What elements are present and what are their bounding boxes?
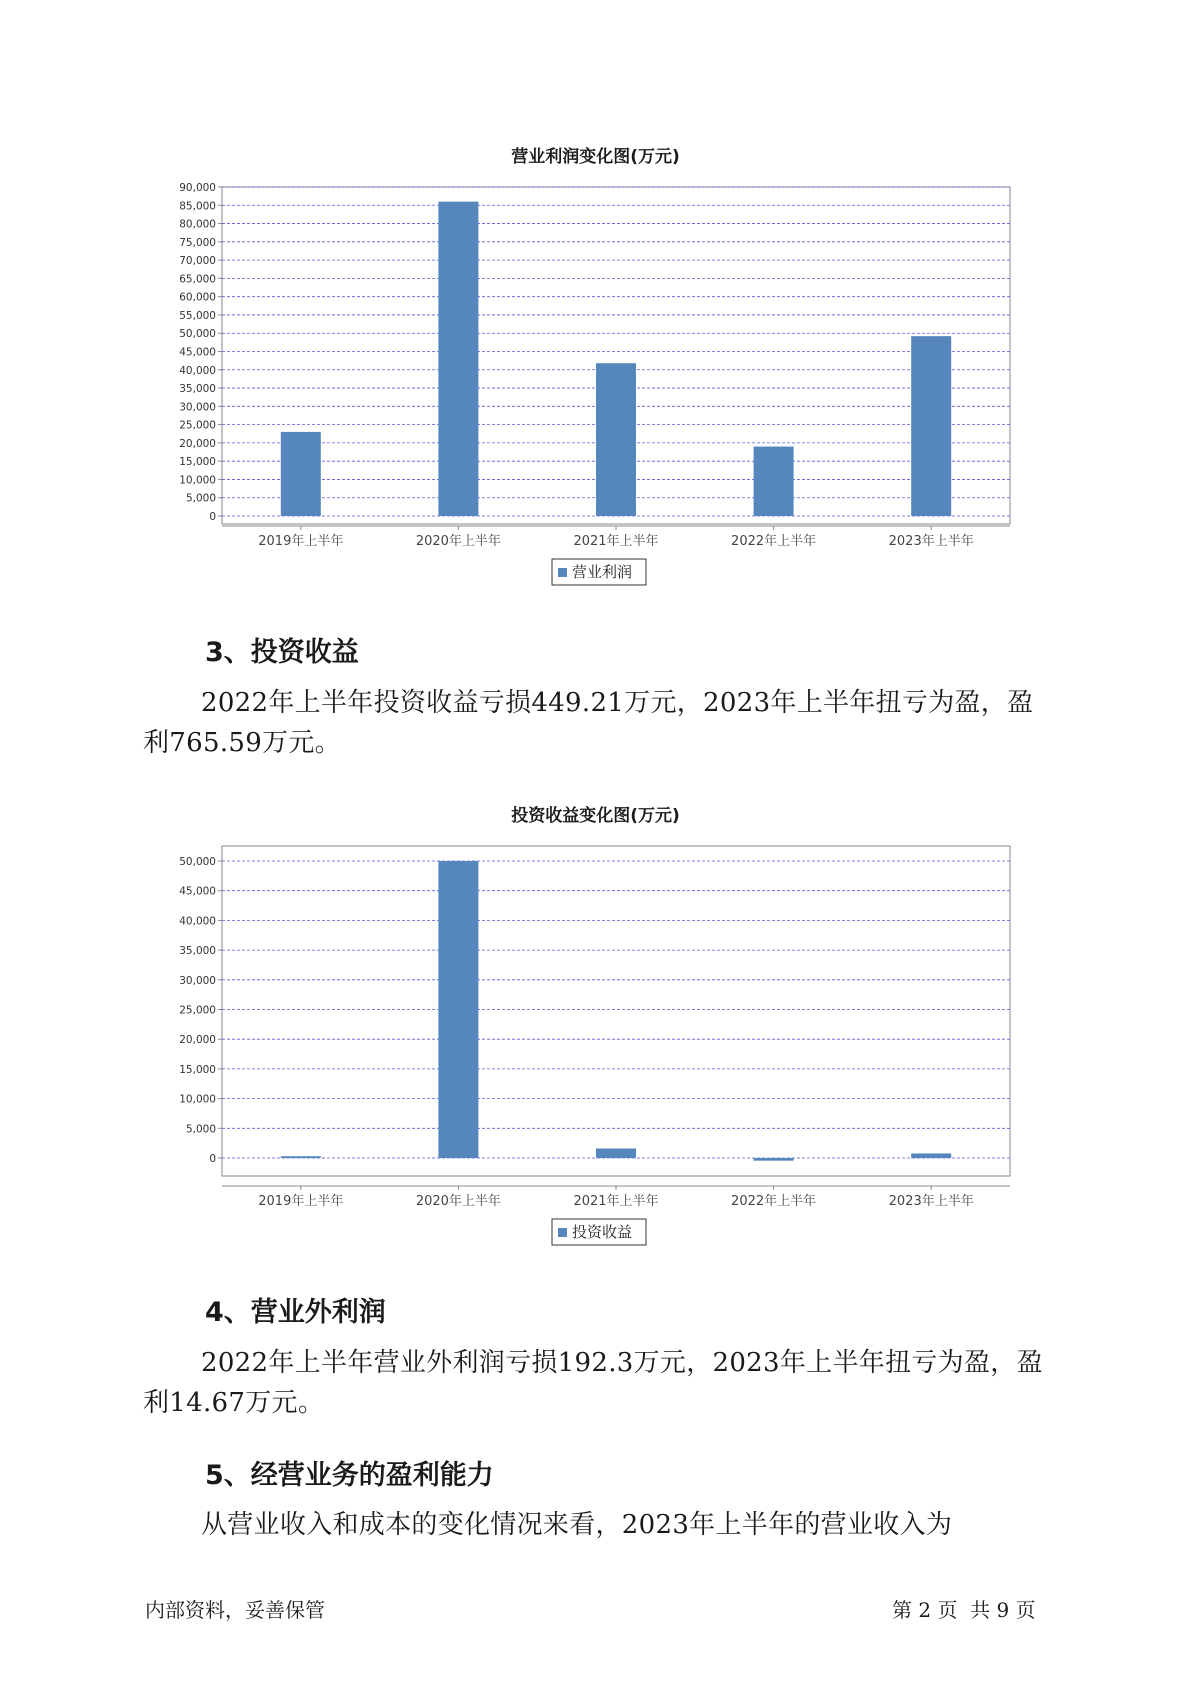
y-tick-label-c1: 65,000: [179, 273, 216, 286]
y-tick-label-c1: 70,000: [179, 255, 216, 268]
y-tick-label-c1: 75,000: [179, 236, 216, 249]
y-tick-label-c1: 90,000: [179, 182, 216, 194]
y-tick-label-c1: 55,000: [179, 309, 216, 322]
y-tick-label-c1: 80,000: [179, 218, 216, 231]
y-tick-label-c1: 15,000: [179, 456, 216, 469]
x-tick-label-c1-3: 2022年上半年: [731, 534, 817, 549]
section3-line2: 利765.59万元。: [143, 728, 341, 758]
x-tick-label-c1-4: 2023年上半年: [888, 534, 974, 549]
section4-line1: 2022年上半年营业外利润亏损192.3万元，2023年上半年扭亏为盈，盈: [201, 1348, 1043, 1378]
section3-heading: 3、投资收益: [205, 637, 359, 668]
y-tick-label-c1: 50,000: [179, 328, 216, 341]
section5-paragraph: [143, 1505, 1063, 1545]
chart2-title: 投资收益变化图(万元): [511, 806, 680, 826]
section4-heading: 4、营业外利润: [205, 1297, 386, 1328]
y-tick-label-c1: 25,000: [179, 419, 216, 432]
section5-heading: 5、经营业务的盈利能力: [205, 1460, 494, 1491]
bar-c2-1: [438, 861, 478, 1158]
y-tick-label-c2: 25,000: [179, 1004, 216, 1017]
y-tick-label-c2: 15,000: [179, 1063, 216, 1076]
x-tick-label-c2-0: 2019年上半年: [258, 1194, 344, 1209]
legend-swatch-c2: [558, 1228, 567, 1237]
plot-area-c2: [222, 846, 1010, 1176]
y-tick-label-c1: 30,000: [179, 401, 216, 414]
y-tick-label-c2: 5,000: [185, 1123, 216, 1136]
y-tick-label-c1: 60,000: [179, 291, 216, 304]
section5-line1: 从营业收入和成本的变化情况来看，2023年上半年的营业收入为: [201, 1510, 953, 1540]
y-tick-label-c2: 20,000: [179, 1034, 216, 1047]
y-tick-label-c1: 35,000: [179, 383, 216, 396]
y-tick-label-c2: 30,000: [179, 974, 216, 987]
y-tick-label-c1: 40,000: [179, 364, 216, 377]
y-tick-label-c2: 0: [209, 1153, 216, 1165]
x-tick-label-c1-0: 2019年上半年: [258, 534, 344, 549]
footer-confidential-note: 内部资料，妥善保管: [145, 1598, 325, 1622]
footer-page-number: 第 2 页 共 9 页: [892, 1598, 1036, 1622]
bar-c2-2: [596, 1148, 636, 1158]
y-tick-label-c2: 35,000: [179, 945, 216, 958]
y-tick-label-c2: 45,000: [179, 885, 216, 898]
y-tick-label-c1: 45,000: [179, 346, 216, 359]
y-tick-label-c2: 10,000: [179, 1093, 216, 1106]
y-tick-label-c1: 20,000: [179, 437, 216, 450]
y-tick-label-c1: 0: [209, 511, 216, 523]
x-tick-label-c2-4: 2023年上半年: [888, 1194, 974, 1209]
x-tick-label-c2-3: 2022年上半年: [731, 1194, 817, 1209]
section4-paragraph: [143, 1343, 1063, 1423]
section3-line1: 2022年上半年投资收益亏损449.21万元，2023年上半年扭亏为盈，盈: [201, 688, 1034, 718]
x-tick-label-c1-1: 2020年上半年: [415, 534, 501, 549]
y-tick-label-c1: 85,000: [179, 200, 216, 213]
legend-label-c1: 营业利润: [572, 563, 633, 581]
legend-label-c2: 投资收益: [572, 1223, 633, 1241]
y-tick-label-c1: 10,000: [179, 474, 216, 487]
x-tick-label-c2-1: 2020年上半年: [415, 1194, 501, 1209]
y-tick-label-c2: 50,000: [179, 856, 216, 868]
bar-c2-3: [754, 1158, 794, 1161]
y-tick-label-c2: 40,000: [179, 915, 216, 928]
y-tick-label-c1: 5,000: [185, 492, 216, 505]
x-tick-label-c2-2: 2021年上半年: [573, 1194, 659, 1209]
bar-c2-0: [281, 1156, 321, 1158]
chart1-title: 营业利润变化图(万元): [511, 147, 680, 167]
section4-line2: 利14.67万元。: [143, 1388, 325, 1418]
x-tick-label-c1-2: 2021年上半年: [573, 534, 659, 549]
bar-c2-4: [911, 1153, 951, 1158]
